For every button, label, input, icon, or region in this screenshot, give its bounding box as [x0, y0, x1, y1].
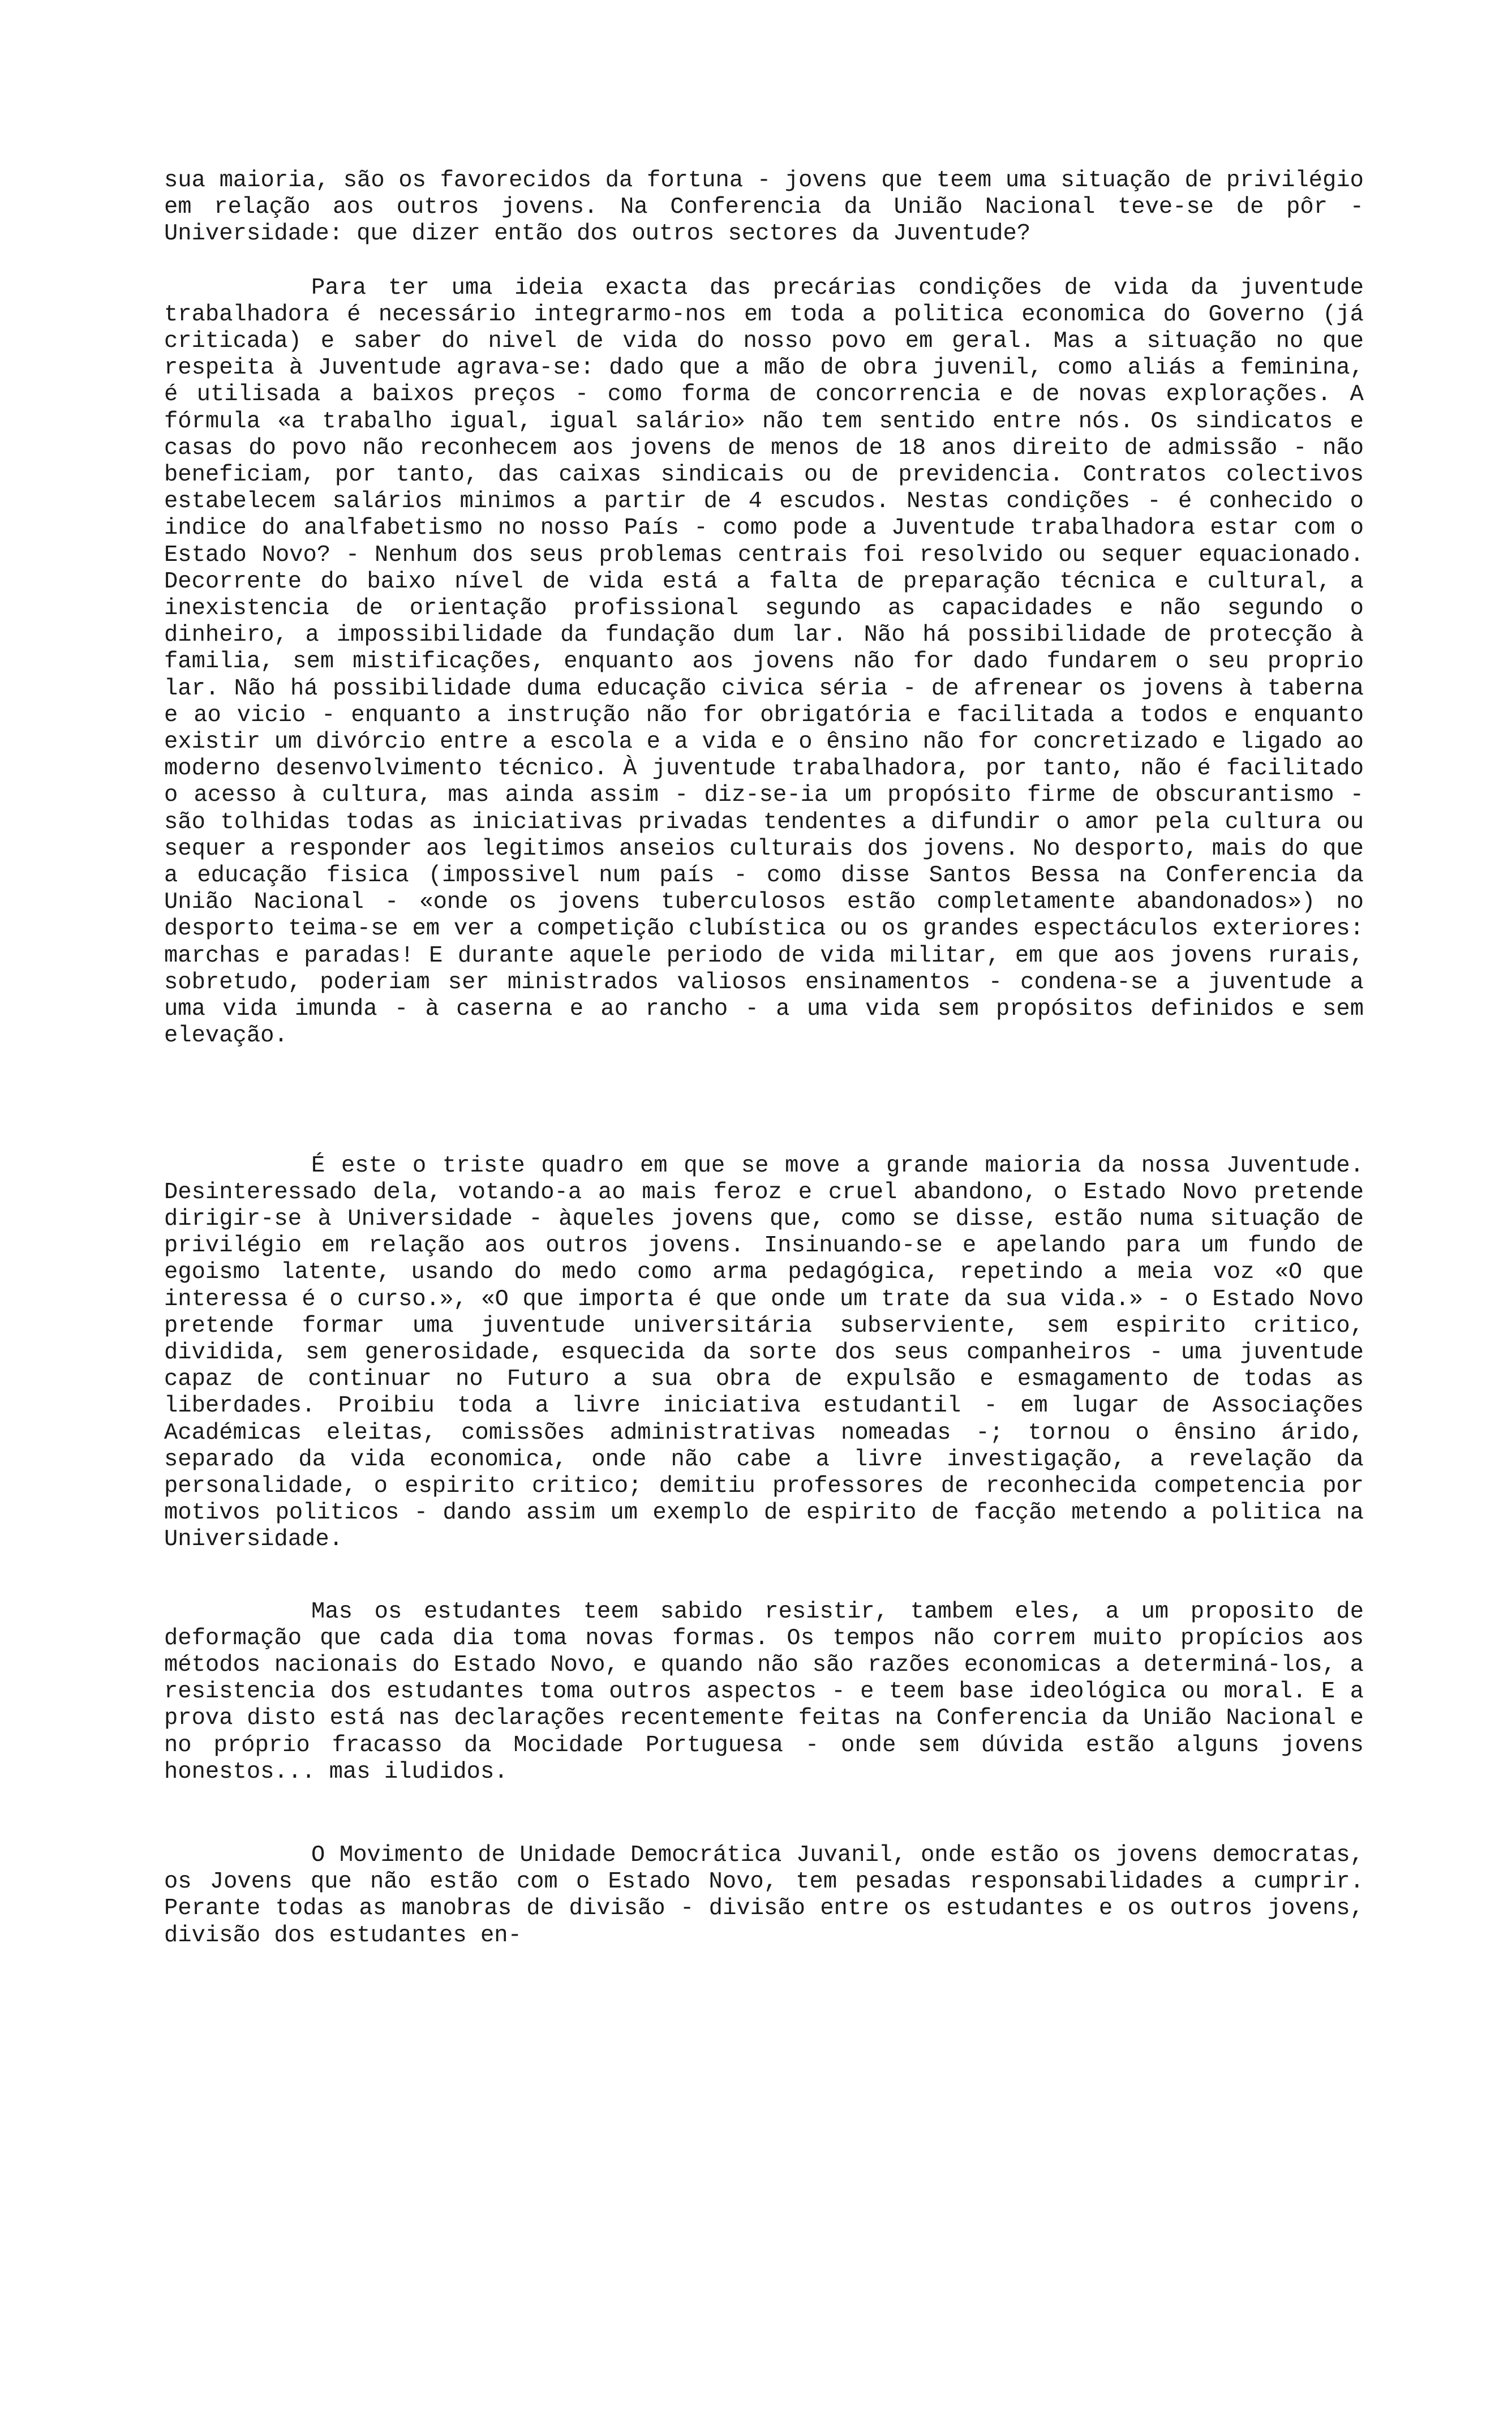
paragraph: sua maioria, são os favorecidos da fortuna - jovens que teem uma situação de privilégio em relação aos outros jovens. Na Conferencia da União Nacional teve-se de pôr - Universidade: que dizer então dos outros sectores da Juventude? — [164, 168, 1364, 247]
paragraph: O Movimento de Unidade Democrática Juvanil, onde estão os jovens democratas, os Jovens que não estão com o Estado Novo, tem pesadas responsabilidades a cumprir. Perante todas as manobras de divisão - divisão entre os estudantes e os outros jovens, divisão dos estudantes en- — [164, 1842, 1364, 1949]
document-body — [164, 168, 1364, 1949]
paragraph: É este o triste quadro em que se move a grande maioria da nossa Juventude. Desinteressado dela, votando-a ao mais feroz e cruel abandono, o Estado Novo pretende dirigir-se à Universidade - àqueles jovens que, como se disse, estão numa situação de privilégio em relação aos outros jovens. Insinuando-se e apelando para um fundo de egoismo latente, usando do medo como arma pedagógica, repetindo a meia voz «O que interessa é o curso.», «O que importa é que onde um trate da sua vida.» - o Estado Novo pretende formar uma juventude universitária subserviente, sem espirito critico, dividida, sem generosidade, esquecida da sorte dos seus companheiros - uma juventude capaz de continuar no Futuro a sua obra de expulsão e esmagamento de todas as liberdades. Proibiu toda a livre iniciativa estudantil - em lugar de Associações Académicas eleitas, comissões administrativas nomeadas -; tornou o ênsino árido, separado da vida economica, onde não cabe a livre investigação, a revelação da personalidade, o espirito critico; demitiu professores de reconhecida competencia por motivos politicos - dando assim um exemplo de espirito de facção metendo a politica na Universidade. — [164, 1152, 1364, 1553]
paragraph: Para ter uma ideia exacta das precárias condições de vida da juventude trabalhadora é necessário integrarmo-nos em toda a politica economica do Governo (já criticada) e saber do nivel de vida do nosso povo em geral. Mas a situação no que respeita à Juventude agrava-se: dado que a mão de obra juvenil, como aliás a feminina, é utilisada a baixos preços - como forma de concorrencia e de novas explorações. A fórmula «a trabalho igual, igual salário» não tem sentido entre nós. Os sindicatos e casas do povo não reconhecem aos jovens de menos de 18 anos direito de admissão - não beneficiam, por tanto, das caixas sindicais ou de previdencia. Contratos colectivos estabelecem salários minimos a partir de 4 escudos. Nestas condições - é conhecido o indice do analfabetismo no nosso País - como pode a Juventude trabalhadora estar com o Estado Novo? - Nenhum dos seus problemas centrais foi resolvido ou sequer equacionado. Decorrente do baixo nível de vida está a falta de preparação técnica e cultural, a inexistencia de orientação profissional segundo as capacidades e não segundo o dinheiro, a impossibilidade da fundação dum lar. Não há possibilidade de protecção à familia, sem mistificações, enquanto aos jovens não for dado fundarem o seu proprio lar. Não há possibilidade duma educação civica séria - de afrenear os jovens à taberna e ao vicio - enquanto a instrução não for obrigatória e facilitada a todos e enquanto existir um divórcio entre a escola e a vida e o ênsino não for concretizado e ligado ao moderno desenvolvimento técnico. À juventude trabalhadora, por tanto, não é facilitado o acesso à cultura, mas ainda assim - diz-se-ia um propósito firme de obscurantismo - são tolhidas todas as iniciativas privadas tendentes a difundir o amor pela cultura ou sequer a responder aos legitimos anseios culturais dos jovens. No desporto, mais do que a educação fisica (impossivel num país - como disse Santos Bessa na Conferencia da União Nacional - «onde os jovens tuberculosos estão completamente abandonados») no desporto teima-se em ver a competição clubística ou os grandes espectáculos exteriores: marchas e paradas! E durante aquele periodo de vida militar, em que aos jovens rurais, sobretudo, poderiam ser ministrados valiosos ensinamentos - condena-se a juventude a uma vida imunda - à caserna e ao rancho - a uma vida sem propósitos definidos e sem elevação. — [164, 274, 1364, 1049]
paragraph: Mas os estudantes teem sabido resistir, tambem eles, a um proposito de deformação que cada dia toma novas formas. Os tempos não correm muito propícios aos métodos nacionais do Estado Novo, e quando não são razões economicas a determiná-los, a resistencia dos estudantes toma outros aspectos - e teem base ideológica ou moral. E a prova disto está nas declarações recentemente feitas na Conferencia da União Nacional e no próprio fracasso da Mocidade Portuguesa - onde sem dúvida estão alguns jovens honestos... mas iludidos. — [164, 1598, 1364, 1785]
